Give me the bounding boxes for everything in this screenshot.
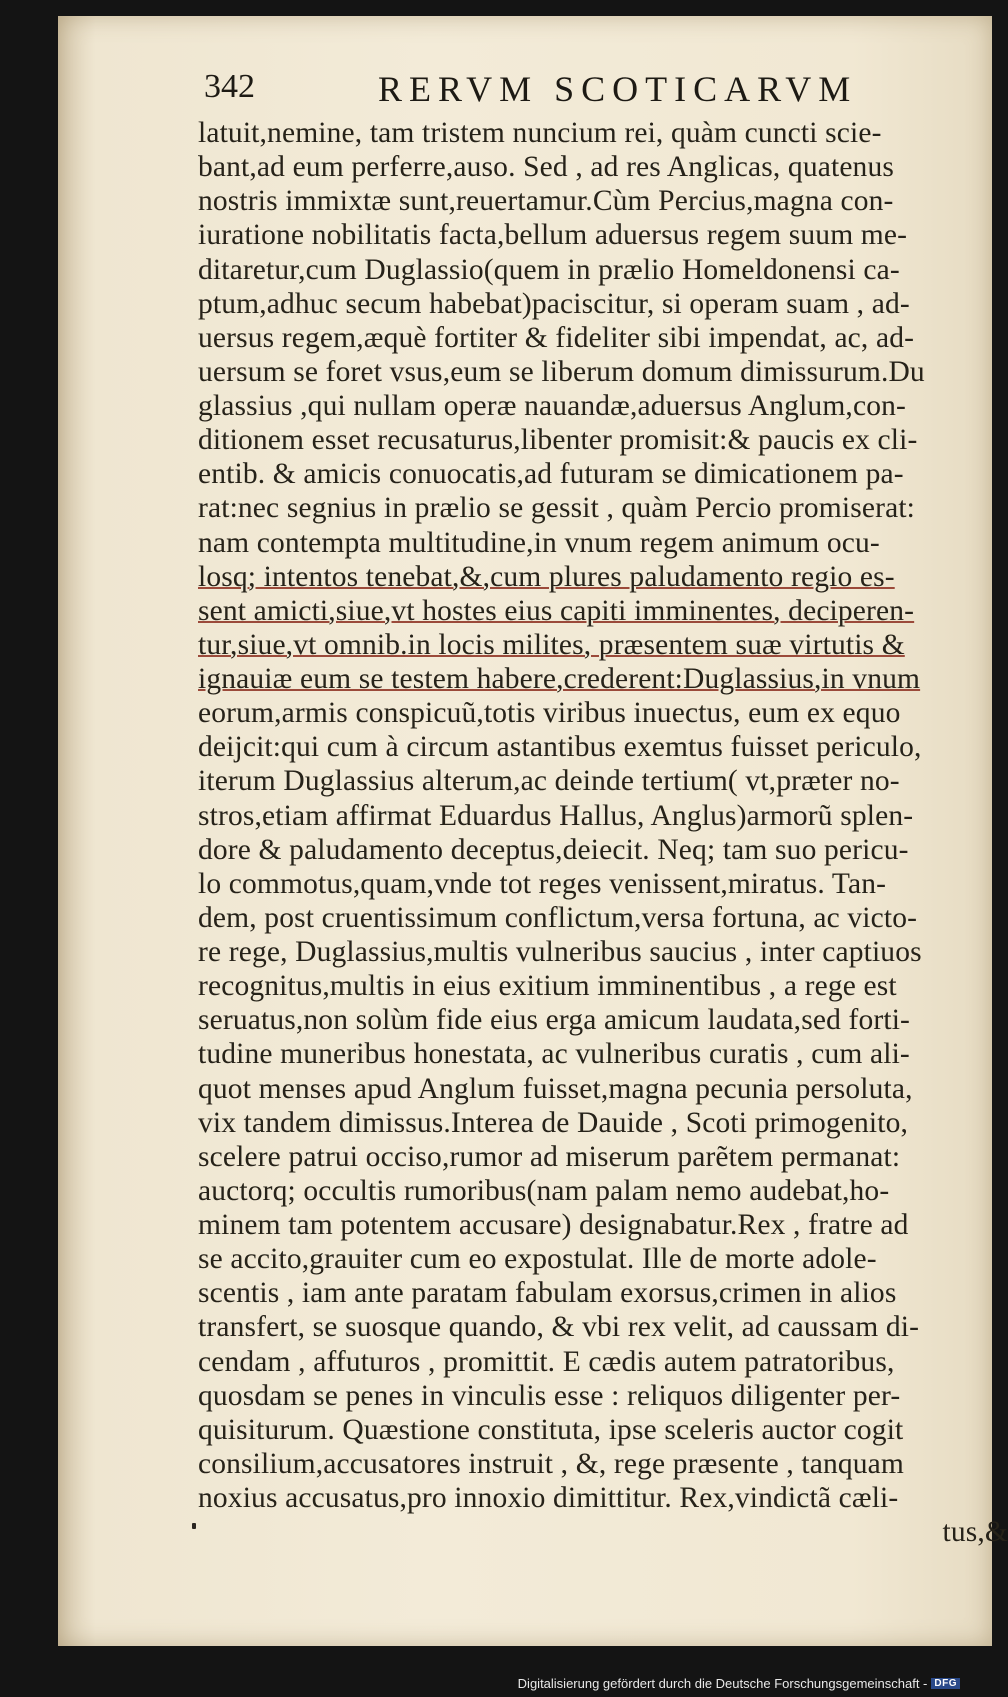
text-line: cendam , affuturos , promittit. E cædis autem patratoribus,: [198, 1345, 895, 1378]
text-line: tur,siue,vt omnib.in locis milites, præsentem suæ virtutis &: [198, 628, 905, 661]
text-line: se accito,grauiter cum eo expostulat. Ille de morte adole-: [198, 1243, 877, 1276]
text-line: iuratione nobilitatis facta,bellum aduersus regem suum me-: [198, 219, 908, 252]
running-title: RERVM SCOTICARVM: [378, 69, 858, 109]
text-line: rat:nec segnius in prælio se gessit , quàm Percio promiserat:: [198, 492, 916, 525]
text-line: re rege, Duglassius,multis vulneribus saucius , inter captiuos: [198, 936, 922, 968]
page-number: 342: [204, 68, 255, 105]
text-line: nostris immixtæ sunt,reuertamur.Cùm Percius,magna con-: [198, 185, 894, 218]
text-line: recognitus,multis in eius exitium imminentibus , a rege est: [198, 970, 897, 1003]
text-line: dem, post cruentissimum conflictum,versa fortuna, ac victo-: [198, 901, 918, 934]
text-line: vix tandem dimissus.Interea de Dauide , Scoti primogenito,: [198, 1106, 909, 1139]
credit-text: Digitalisierung gefördert durch die Deutsche Forschungsgemeinschaft -: [517, 1676, 928, 1691]
dfg-logo: DFG: [931, 1678, 960, 1689]
text-line: uersum se foret vsus,eum se liberum domum dimissurum.Du: [198, 355, 925, 388]
text-line: scelere patrui occiso,rumor ad miserum parẽtem permanat:: [198, 1140, 901, 1173]
text-line: sent amicti,siue,vt hostes eius capiti imminentes, deciperen-: [198, 594, 915, 627]
text-line: ditaretur,cum Duglassio(quem in prælio Homeldonensi ca-: [198, 253, 900, 286]
text-line: nam contempta multitudine,in vnum regem animum ocu-: [198, 526, 880, 559]
text-line: quisiturum. Quæstione constituta, ipse sceleris auctor cogit: [198, 1413, 904, 1446]
text-line: iterum Duglassius alterum,ac deinde tertium( vt,præter no-: [198, 765, 900, 798]
text-line: lo commotus,quam,vnde tot reges venissent,miratus. Tan-: [198, 867, 887, 900]
text-line: noxius accusatus,pro innoxio dimittitur. Rex,vindictã cæli-: [198, 1482, 899, 1514]
text-line: latuit,nemine, tam tristem nuncium rei, quàm cuncti scie-: [198, 117, 882, 149]
text-line: bant,ad eum perferre,auso. Sed , ad res Anglicas, quatenus: [198, 151, 894, 184]
digitization-credit: [518, 1676, 960, 1691]
text-line: minem tam potentem accusare) designabatur.Rex , fratre ad: [198, 1209, 909, 1241]
text-line: scentis , iam ante paratam fabulam exorsus,crimen in alios: [198, 1277, 897, 1310]
text-line: ignauiæ eum se testem habere,crederent:Duglassius,in vnum: [198, 663, 921, 695]
text-line: ditionem esset recusaturus,libenter promisit:& paucis ex cli-: [198, 424, 918, 457]
book-page: [58, 16, 1008, 1646]
text-line: tudine muneribus honestata, ac vulneribus curatis , cum ali-: [198, 1038, 910, 1071]
running-head: [58, 16, 992, 116]
text-line: transfert, se suosque quando, & vbi rex velit, ad caussam di-: [198, 1311, 920, 1344]
text-line: deijcit:qui cum à circum astantibus exemtus fuisset periculo,: [198, 731, 922, 764]
text-line: glassius ,qui nullam operæ nauandæ,aduersus Anglum,con-: [198, 390, 906, 422]
text-line: tus,&: [942, 1516, 1008, 1549]
text-line: entib. & amicis conuocatis,ad futuram se dimicationem pa-: [198, 458, 904, 491]
text-line: auctorq; occultis rumoribus(nam palam nemo audebat,ho-: [198, 1174, 890, 1207]
text-line: dore & paludamento deceptus,deiecit. Neq; tam suo pericu-: [198, 833, 909, 866]
body-text: [198, 116, 1008, 1549]
text-line: quot menses apud Anglum fuisset,magna pecunia persoluta,: [198, 1072, 913, 1105]
text-line: losq; intentos tenebat,&,cum plures paludamento regio es-: [198, 560, 895, 593]
text-line: ptum,adhuc secum habebat)paciscitur, si operam suam , ad-: [198, 287, 910, 320]
text-line: eorum,armis conspicuũ,totis viribus inuectus, eum ex equo: [198, 697, 901, 730]
text-line: stros,etiam affirmat Eduardus Hallus, Anglus)armorũ splen-: [198, 799, 914, 832]
text-line: uersus regem,æquè fortiter & fideliter sibi impendat, ac, ad-: [198, 321, 915, 354]
text-line: consilium,accusatores instruit , &, rege præsente , tanquam: [198, 1447, 905, 1480]
text-line: seruatus,non solùm fide eius erga amicum laudata,sed forti-: [198, 1004, 911, 1037]
ink-speck: [192, 1523, 196, 1529]
text-line: quosdam se penes in vinculis esse : reliquos diligenter per-: [198, 1379, 901, 1412]
